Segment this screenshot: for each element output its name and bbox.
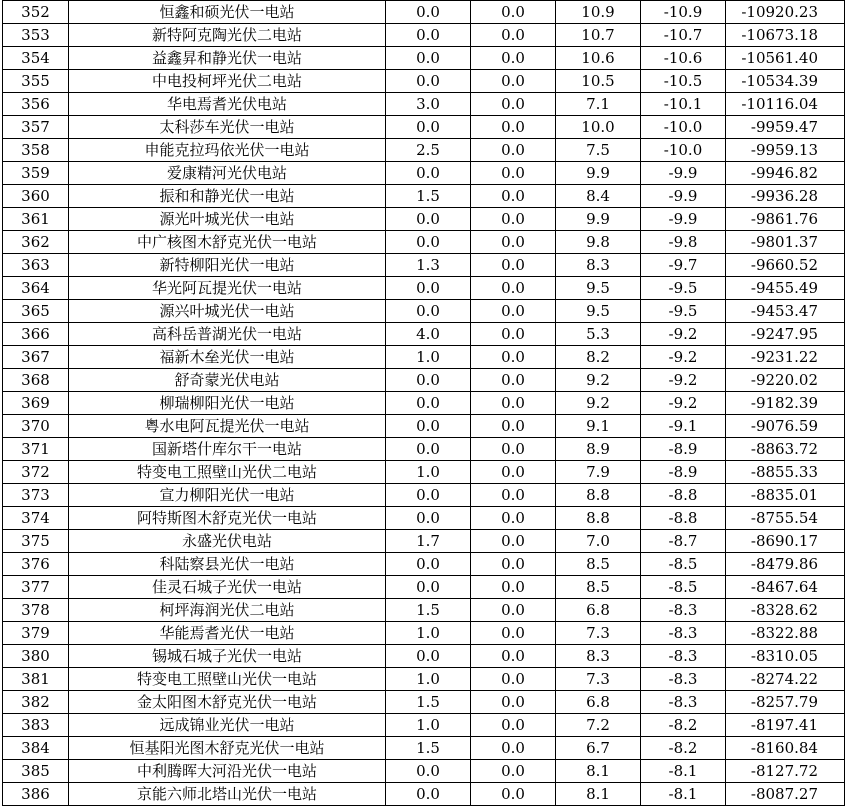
station-name: 特变电工照壁山光伏一电站 xyxy=(69,668,386,691)
row-index: 370 xyxy=(3,415,69,438)
table-row xyxy=(3,553,845,576)
value-col-4: 0.0 xyxy=(471,277,556,300)
value-col-7: -8274.22 xyxy=(726,668,845,691)
value-col-7: -8479.86 xyxy=(726,553,845,576)
value-col-7: -9660.52 xyxy=(726,254,845,277)
station-name: 太科莎车光伏一电站 xyxy=(69,116,386,139)
table-row xyxy=(3,47,845,70)
value-col-6: -8.8 xyxy=(641,484,726,507)
table-row xyxy=(3,783,845,806)
value-col-3: 0.0 xyxy=(386,116,471,139)
value-col-4: 0.0 xyxy=(471,231,556,254)
value-col-7: -9455.49 xyxy=(726,277,845,300)
value-col-3: 0.0 xyxy=(386,277,471,300)
value-col-3: 0.0 xyxy=(386,231,471,254)
row-index: 368 xyxy=(3,369,69,392)
station-name: 中广核图木舒克光伏一电站 xyxy=(69,231,386,254)
value-col-6: -9.5 xyxy=(641,300,726,323)
value-col-3: 0.0 xyxy=(386,553,471,576)
station-name: 柳瑞柳阳光伏一电站 xyxy=(69,392,386,415)
table-row xyxy=(3,185,845,208)
value-col-4: 0.0 xyxy=(471,530,556,553)
value-col-3: 0.0 xyxy=(386,208,471,231)
value-col-6: -9.1 xyxy=(641,415,726,438)
row-index: 357 xyxy=(3,116,69,139)
value-col-3: 0.0 xyxy=(386,47,471,70)
value-col-7: -9861.76 xyxy=(726,208,845,231)
value-col-7: -9076.59 xyxy=(726,415,845,438)
station-name: 源光叶城光伏一电站 xyxy=(69,208,386,231)
value-col-4: 0.0 xyxy=(471,783,556,806)
value-col-5: 7.2 xyxy=(556,714,641,737)
table-row xyxy=(3,415,845,438)
value-col-7: -9936.28 xyxy=(726,185,845,208)
row-index: 359 xyxy=(3,162,69,185)
row-index: 352 xyxy=(3,1,69,24)
table-row xyxy=(3,461,845,484)
value-col-4: 0.0 xyxy=(471,323,556,346)
value-col-4: 0.0 xyxy=(471,300,556,323)
value-col-5: 8.3 xyxy=(556,254,641,277)
value-col-7: -8087.27 xyxy=(726,783,845,806)
table-row xyxy=(3,162,845,185)
station-name: 福新木垒光伏一电站 xyxy=(69,346,386,369)
value-col-5: 7.1 xyxy=(556,93,641,116)
value-col-7: -9231.22 xyxy=(726,346,845,369)
value-col-7: -10561.40 xyxy=(726,47,845,70)
value-col-7: -10534.39 xyxy=(726,70,845,93)
table-row xyxy=(3,622,845,645)
value-col-7: -8328.62 xyxy=(726,599,845,622)
row-index: 356 xyxy=(3,93,69,116)
row-index: 380 xyxy=(3,645,69,668)
value-col-7: -8755.54 xyxy=(726,507,845,530)
row-index: 374 xyxy=(3,507,69,530)
table-row xyxy=(3,737,845,760)
value-col-5: 10.9 xyxy=(556,1,641,24)
value-col-4: 0.0 xyxy=(471,162,556,185)
value-col-3: 3.0 xyxy=(386,93,471,116)
value-col-7: -9453.47 xyxy=(726,300,845,323)
value-col-6: -9.9 xyxy=(641,208,726,231)
table-row xyxy=(3,645,845,668)
station-name: 恒基阳光图木舒克光伏一电站 xyxy=(69,737,386,760)
value-col-6: -8.3 xyxy=(641,691,726,714)
row-index: 382 xyxy=(3,691,69,714)
value-col-5: 9.8 xyxy=(556,231,641,254)
value-col-5: 6.7 xyxy=(556,737,641,760)
value-col-4: 0.0 xyxy=(471,93,556,116)
value-col-3: 0.0 xyxy=(386,576,471,599)
table-row xyxy=(3,346,845,369)
row-index: 369 xyxy=(3,392,69,415)
station-name: 源兴叶城光伏一电站 xyxy=(69,300,386,323)
row-index: 383 xyxy=(3,714,69,737)
value-col-3: 1.0 xyxy=(386,461,471,484)
station-name: 恒鑫和硕光伏一电站 xyxy=(69,1,386,24)
table-row xyxy=(3,1,845,24)
value-col-7: -8160.84 xyxy=(726,737,845,760)
value-col-7: -8855.33 xyxy=(726,461,845,484)
value-col-5: 6.8 xyxy=(556,599,641,622)
value-col-6: -8.3 xyxy=(641,668,726,691)
value-col-5: 7.9 xyxy=(556,461,641,484)
row-index: 361 xyxy=(3,208,69,231)
value-col-5: 8.2 xyxy=(556,346,641,369)
value-col-4: 0.0 xyxy=(471,461,556,484)
table-row xyxy=(3,392,845,415)
value-col-5: 7.3 xyxy=(556,668,641,691)
station-name: 舒奇蒙光伏电站 xyxy=(69,369,386,392)
table-row xyxy=(3,438,845,461)
row-index: 376 xyxy=(3,553,69,576)
value-col-4: 0.0 xyxy=(471,668,556,691)
value-col-3: 1.0 xyxy=(386,714,471,737)
value-col-4: 0.0 xyxy=(471,185,556,208)
value-col-5: 10.5 xyxy=(556,70,641,93)
value-col-6: -8.9 xyxy=(641,461,726,484)
value-col-7: -9959.47 xyxy=(726,116,845,139)
station-name: 中利腾晖大河沿光伏一电站 xyxy=(69,760,386,783)
value-col-4: 0.0 xyxy=(471,576,556,599)
table-row xyxy=(3,323,845,346)
value-col-4: 0.0 xyxy=(471,737,556,760)
value-col-5: 8.1 xyxy=(556,783,641,806)
value-col-7: -8835.01 xyxy=(726,484,845,507)
value-col-7: -8690.17 xyxy=(726,530,845,553)
value-col-6: -10.9 xyxy=(641,1,726,24)
table-row xyxy=(3,576,845,599)
value-col-7: -9946.82 xyxy=(726,162,845,185)
value-col-5: 9.9 xyxy=(556,162,641,185)
value-col-4: 0.0 xyxy=(471,1,556,24)
station-name: 远成锦业光伏一电站 xyxy=(69,714,386,737)
value-col-7: -8467.64 xyxy=(726,576,845,599)
station-name: 京能六师北塔山光伏一电站 xyxy=(69,783,386,806)
row-index: 366 xyxy=(3,323,69,346)
station-name: 阿特斯图木舒克光伏一电站 xyxy=(69,507,386,530)
value-col-5: 8.8 xyxy=(556,507,641,530)
row-index: 384 xyxy=(3,737,69,760)
value-col-6: -8.9 xyxy=(641,438,726,461)
value-col-6: -8.1 xyxy=(641,783,726,806)
value-col-6: -10.0 xyxy=(641,139,726,162)
value-col-6: -10.7 xyxy=(641,24,726,47)
value-col-7: -8257.79 xyxy=(726,691,845,714)
value-col-3: 1.5 xyxy=(386,737,471,760)
value-col-6: -8.8 xyxy=(641,507,726,530)
table-row xyxy=(3,254,845,277)
value-col-5: 9.5 xyxy=(556,300,641,323)
value-col-4: 0.0 xyxy=(471,760,556,783)
value-col-4: 0.0 xyxy=(471,116,556,139)
row-index: 378 xyxy=(3,599,69,622)
value-col-3: 0.0 xyxy=(386,162,471,185)
value-col-5: 5.3 xyxy=(556,323,641,346)
value-col-6: -10.0 xyxy=(641,116,726,139)
station-name: 申能克拉玛依光伏一电站 xyxy=(69,139,386,162)
value-col-4: 0.0 xyxy=(471,691,556,714)
value-col-6: -8.3 xyxy=(641,599,726,622)
value-col-3: 0.0 xyxy=(386,760,471,783)
value-col-3: 0.0 xyxy=(386,645,471,668)
value-col-4: 0.0 xyxy=(471,645,556,668)
value-col-5: 10.0 xyxy=(556,116,641,139)
value-col-4: 0.0 xyxy=(471,208,556,231)
value-col-4: 0.0 xyxy=(471,70,556,93)
value-col-6: -9.9 xyxy=(641,162,726,185)
value-col-7: -10116.04 xyxy=(726,93,845,116)
table-row xyxy=(3,530,845,553)
value-col-6: -9.2 xyxy=(641,392,726,415)
value-col-7: -8310.05 xyxy=(726,645,845,668)
value-col-4: 0.0 xyxy=(471,254,556,277)
table-row xyxy=(3,231,845,254)
station-name: 爱康精河光伏电站 xyxy=(69,162,386,185)
station-name: 金太阳图木舒克光伏一电站 xyxy=(69,691,386,714)
value-col-5: 8.5 xyxy=(556,576,641,599)
value-col-4: 0.0 xyxy=(471,47,556,70)
value-col-7: -8127.72 xyxy=(726,760,845,783)
station-name: 益鑫昇和静光伏一电站 xyxy=(69,47,386,70)
value-col-5: 7.3 xyxy=(556,622,641,645)
row-index: 360 xyxy=(3,185,69,208)
value-col-3: 0.0 xyxy=(386,70,471,93)
value-col-7: -10920.23 xyxy=(726,1,845,24)
station-name: 国新塔什库尔干一电站 xyxy=(69,438,386,461)
station-name: 华电焉耆光伏电站 xyxy=(69,93,386,116)
row-index: 385 xyxy=(3,760,69,783)
value-col-6: -10.5 xyxy=(641,70,726,93)
value-col-4: 0.0 xyxy=(471,484,556,507)
table-row xyxy=(3,760,845,783)
row-index: 373 xyxy=(3,484,69,507)
value-col-7: -9959.13 xyxy=(726,139,845,162)
value-col-4: 0.0 xyxy=(471,346,556,369)
value-col-3: 1.5 xyxy=(386,599,471,622)
station-name: 宣力柳阳光伏一电站 xyxy=(69,484,386,507)
value-col-6: -10.1 xyxy=(641,93,726,116)
value-col-3: 0.0 xyxy=(386,438,471,461)
station-name: 华能焉耆光伏一电站 xyxy=(69,622,386,645)
table-row xyxy=(3,599,845,622)
value-col-4: 0.0 xyxy=(471,139,556,162)
table-row xyxy=(3,369,845,392)
row-index: 375 xyxy=(3,530,69,553)
value-col-5: 7.0 xyxy=(556,530,641,553)
value-col-3: 0.0 xyxy=(386,24,471,47)
station-name: 粤水电阿瓦提光伏一电站 xyxy=(69,415,386,438)
value-col-3: 1.7 xyxy=(386,530,471,553)
value-col-3: 0.0 xyxy=(386,1,471,24)
value-col-6: -8.2 xyxy=(641,714,726,737)
row-index: 372 xyxy=(3,461,69,484)
value-col-6: -8.3 xyxy=(641,622,726,645)
station-name: 佳灵石城子光伏一电站 xyxy=(69,576,386,599)
value-col-3: 0.0 xyxy=(386,300,471,323)
station-name: 特变电工照壁山光伏二电站 xyxy=(69,461,386,484)
value-col-5: 8.9 xyxy=(556,438,641,461)
table-row xyxy=(3,668,845,691)
value-col-4: 0.0 xyxy=(471,714,556,737)
row-index: 353 xyxy=(3,24,69,47)
table-body xyxy=(3,1,845,806)
row-index: 371 xyxy=(3,438,69,461)
row-index: 363 xyxy=(3,254,69,277)
station-name: 新特阿克陶光伏二电站 xyxy=(69,24,386,47)
value-col-6: -9.7 xyxy=(641,254,726,277)
value-col-5: 8.1 xyxy=(556,760,641,783)
row-index: 379 xyxy=(3,622,69,645)
table-row xyxy=(3,300,845,323)
row-index: 354 xyxy=(3,47,69,70)
table-row xyxy=(3,507,845,530)
station-name: 高科岳普湖光伏一电站 xyxy=(69,323,386,346)
table-row xyxy=(3,70,845,93)
row-index: 377 xyxy=(3,576,69,599)
station-name: 锡城石城子光伏一电站 xyxy=(69,645,386,668)
value-col-7: -9220.02 xyxy=(726,369,845,392)
row-index: 362 xyxy=(3,231,69,254)
value-col-3: 2.5 xyxy=(386,139,471,162)
value-col-4: 0.0 xyxy=(471,369,556,392)
station-name: 科陆察县光伏一电站 xyxy=(69,553,386,576)
station-name: 华光阿瓦提光伏一电站 xyxy=(69,277,386,300)
table-row xyxy=(3,116,845,139)
value-col-6: -9.2 xyxy=(641,346,726,369)
station-name: 柯坪海润光伏二电站 xyxy=(69,599,386,622)
value-col-5: 9.1 xyxy=(556,415,641,438)
value-col-3: 1.3 xyxy=(386,254,471,277)
value-col-6: -8.2 xyxy=(641,737,726,760)
value-col-7: -9247.95 xyxy=(726,323,845,346)
value-col-6: -8.7 xyxy=(641,530,726,553)
value-col-3: 1.0 xyxy=(386,668,471,691)
value-col-5: 8.4 xyxy=(556,185,641,208)
table-row xyxy=(3,24,845,47)
value-col-5: 8.8 xyxy=(556,484,641,507)
value-col-5: 10.6 xyxy=(556,47,641,70)
value-col-6: -8.5 xyxy=(641,553,726,576)
value-col-5: 8.3 xyxy=(556,645,641,668)
value-col-5: 9.5 xyxy=(556,277,641,300)
table-row xyxy=(3,714,845,737)
value-col-6: -10.6 xyxy=(641,47,726,70)
table-row xyxy=(3,93,845,116)
row-index: 355 xyxy=(3,70,69,93)
value-col-4: 0.0 xyxy=(471,507,556,530)
value-col-6: -9.5 xyxy=(641,277,726,300)
value-col-3: 0.0 xyxy=(386,783,471,806)
table-row xyxy=(3,139,845,162)
station-name: 永盛光伏电站 xyxy=(69,530,386,553)
value-col-3: 0.0 xyxy=(386,392,471,415)
value-col-6: -8.3 xyxy=(641,645,726,668)
value-col-5: 7.5 xyxy=(556,139,641,162)
station-name: 新特柳阳光伏一电站 xyxy=(69,254,386,277)
value-col-3: 0.0 xyxy=(386,507,471,530)
row-index: 358 xyxy=(3,139,69,162)
value-col-4: 0.0 xyxy=(471,24,556,47)
value-col-6: -9.8 xyxy=(641,231,726,254)
value-col-5: 8.5 xyxy=(556,553,641,576)
value-col-5: 9.2 xyxy=(556,392,641,415)
table-row xyxy=(3,208,845,231)
row-index: 381 xyxy=(3,668,69,691)
row-index: 365 xyxy=(3,300,69,323)
value-col-7: -8322.88 xyxy=(726,622,845,645)
value-col-3: 1.5 xyxy=(386,185,471,208)
station-name: 振和和静光伏一电站 xyxy=(69,185,386,208)
table-row xyxy=(3,691,845,714)
value-col-6: -9.2 xyxy=(641,369,726,392)
value-col-4: 0.0 xyxy=(471,392,556,415)
table-row xyxy=(3,484,845,507)
value-col-3: 0.0 xyxy=(386,484,471,507)
value-col-5: 9.9 xyxy=(556,208,641,231)
value-col-7: -9801.37 xyxy=(726,231,845,254)
value-col-5: 9.2 xyxy=(556,369,641,392)
value-col-7: -10673.18 xyxy=(726,24,845,47)
station-name: 中电投柯坪光伏二电站 xyxy=(69,70,386,93)
value-col-7: -8197.41 xyxy=(726,714,845,737)
value-col-6: -9.2 xyxy=(641,323,726,346)
value-col-4: 0.0 xyxy=(471,622,556,645)
value-col-5: 10.7 xyxy=(556,24,641,47)
value-col-6: -9.9 xyxy=(641,185,726,208)
value-col-6: -8.5 xyxy=(641,576,726,599)
row-index: 367 xyxy=(3,346,69,369)
row-index: 364 xyxy=(3,277,69,300)
station-table xyxy=(2,0,845,806)
value-col-3: 0.0 xyxy=(386,369,471,392)
value-col-4: 0.0 xyxy=(471,438,556,461)
value-col-6: -8.1 xyxy=(641,760,726,783)
row-index: 386 xyxy=(3,783,69,806)
value-col-3: 1.5 xyxy=(386,691,471,714)
value-col-4: 0.0 xyxy=(471,415,556,438)
value-col-3: 0.0 xyxy=(386,415,471,438)
value-col-4: 0.0 xyxy=(471,553,556,576)
value-col-4: 0.0 xyxy=(471,599,556,622)
value-col-7: -9182.39 xyxy=(726,392,845,415)
table-row xyxy=(3,277,845,300)
value-col-7: -8863.72 xyxy=(726,438,845,461)
value-col-3: 1.0 xyxy=(386,346,471,369)
value-col-3: 1.0 xyxy=(386,622,471,645)
value-col-3: 4.0 xyxy=(386,323,471,346)
value-col-5: 6.8 xyxy=(556,691,641,714)
